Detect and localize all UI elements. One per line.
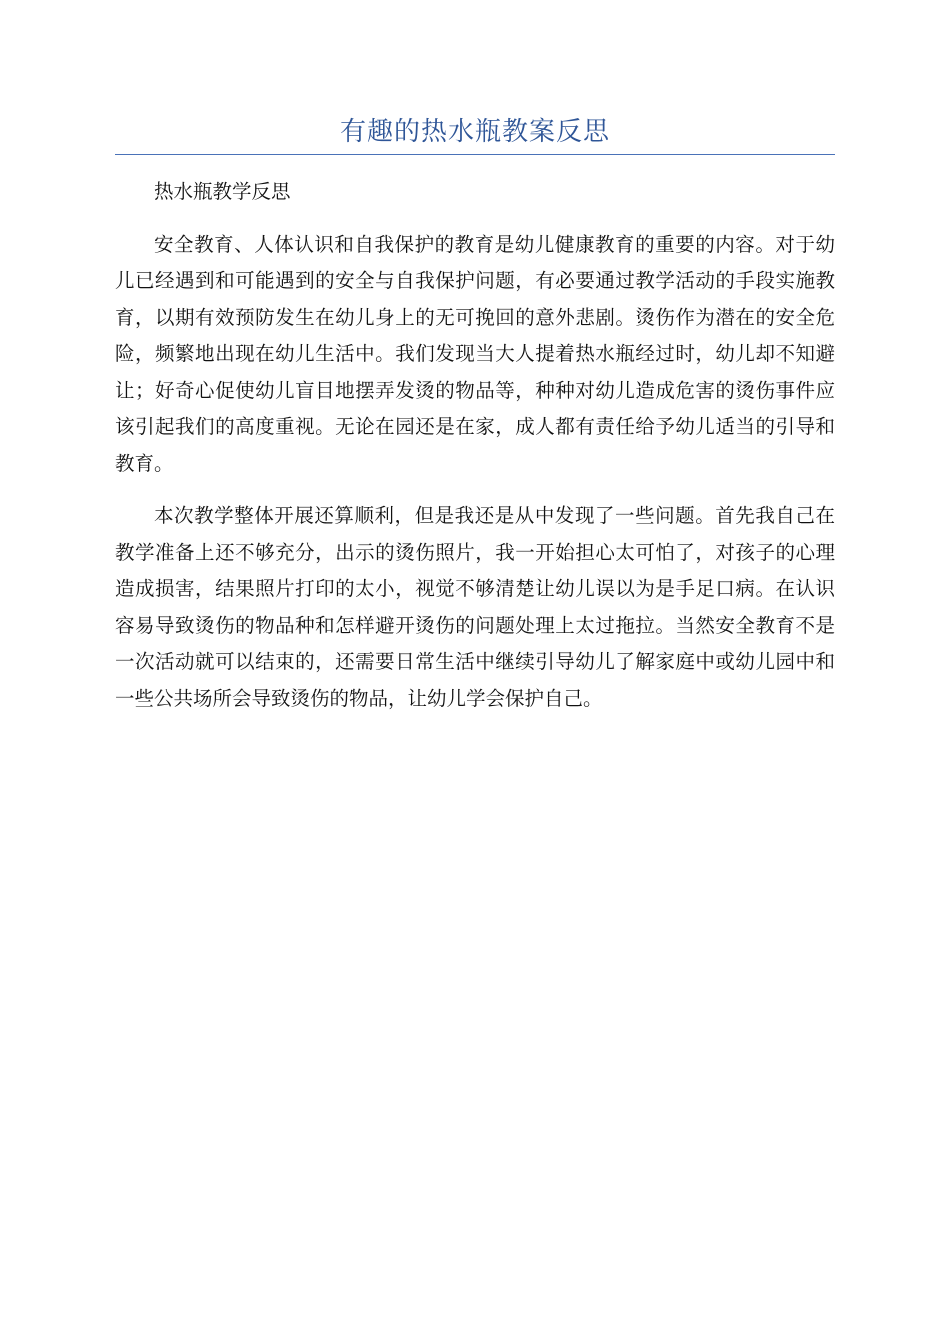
- paragraph-1: 安全教育、人体认识和自我保护的教育是幼儿健康教育的重要的内容。对于幼儿已经遇到和可能遇到的安全与自我保护问题，有必要通过教学活动的手段实施教育，以期有效预防发生在幼儿身上的无可挽回的意外悲剧。烫伤作为潜在的安全危险，频繁地出现在幼儿生活中。我们发现当大人提着热水瓶经过时，幼儿却不知避让；好奇心促使幼儿盲目地摆弄发烫的物品等，种种对幼儿造成危害的烫伤事件应该引起我们的高度重视。无论在园还是在家，成人都有责任给予幼儿适当的引导和教育。: [115, 232, 835, 475]
- document-body: [115, 174, 835, 733]
- section-heading: 热水瓶教学反思: [154, 180, 291, 203]
- title-underline: [115, 154, 835, 155]
- paragraph-2: 本次教学整体开展还算顺利，但是我还是从中发现了一些问题。首先我自己在教学准备上还不够充分，出示的烫伤照片，我一开始担心太可怕了，对孩子的心理造成损害，结果照片打印的太小，视觉不够清楚让幼儿误以为是手足口病。在认识容易导致烫伤的物品种和怎样避开烫伤的问题处理上太过拖拉。当然安全教育不是一次活动就可以结束的，还需要日常生活中继续引导幼儿了解家庭中或幼儿园中和一些公共场所会导致烫伤的物品，让幼儿学会保护自己。: [115, 504, 835, 710]
- document-title: 有趣的热水瓶教案反思: [339, 117, 610, 147]
